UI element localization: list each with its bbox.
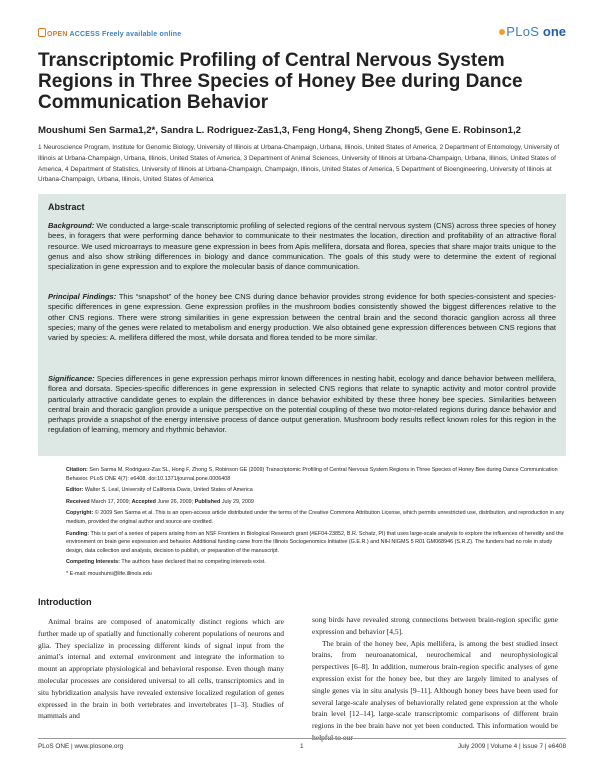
- left-column: [38, 616, 284, 722]
- introduction-heading: Introduction: [38, 597, 92, 607]
- open-access-label: OPEN: [47, 31, 68, 38]
- journal-header: [38, 24, 566, 42]
- logo-dot-icon: [499, 29, 505, 35]
- plos-one-logo: PLoS one: [499, 24, 566, 39]
- abstract-background: Background: We conducted a large-scale transcriptomic profiling of selected regions of the central nervous system (CNS) across three species of honey bees, in foragers that were performing dance behavior to communicate to their nestmates the location, direction and profitability of an attractive floral resource. We used microarrays to measure gene expression in bees from Apis mellifera, dorsata and florea, species that share major traits unique to the genus and also show striking differences in biology and dance communication. The goals of this study were to determine the extent of regional specialization in gene expression and to explore the molecular basis of dance communication.: [48, 221, 557, 272]
- author-list: Moushumi Sen Sarma1,2*, Sandra L. Rodriguez-Zas1,3, Feng Hong4, Sheng Zhong5, Gene E. Robinson1,2: [38, 125, 521, 136]
- copyright: Copyright: © 2009 Sen Sarma et al. This is an open-access article distributed under the terms of the Creative Commons Attribution License, which permits unrestricted use, distribution, and reproduction in any medium, provided the original author and source are credited.: [66, 510, 565, 525]
- page-footer: [38, 738, 566, 750]
- dates: Received March 17, 2009; Accepted June 26, 2009; Published July 29, 2009: [66, 498, 254, 505]
- abstract-significance: Significance: Species differences in gene expression perhaps mirror known differences in nesting habit, ecology and dance behavior between mellifera, florea and dorsata. Species-specific differences in gene expression in selected CNS regions that relate to synaptic activity and motor control provide particularly attractive candidate genes to explain the differences in dance behavior exhibited by these three honey bee species. Similarities between central brain and thoracic ganglion provide a unique perspective on the potential coupling of these two motor-related regions during dance behavior and perhaps provide a snapshot of the energy intensive process of dance output generation. Mushroom body results reflect known roles for this region in the regulation of learning, memory and rhythmic behavior.: [48, 374, 556, 435]
- right-column: [312, 614, 558, 744]
- intro-paragraph: Animal brains are composed of anatomically distinct regions which are further made up of spatially and functionally coherent populations of neurons and glia. They specialize in processing different kinds of signal input from the animal’s internal and external environment and integrate the information to mount an appropriate physiological and behavioral response. Even though many molecular processes are considered universal to all cells, transcriptomics and in situ hybridization analysis have revealed extensive localized regulation of genes expressed in the brain in both vertebrates and invertebrates [1–3]. Studies of mammals and: [38, 617, 284, 721]
- article-title: Transcriptomic Profiling of Central Nervous System Regions in Three Species of Honey Bee during Dance Communication Behavior: [38, 50, 523, 113]
- article-metadata: [66, 466, 566, 582]
- funding: Funding: This is part of a series of papers arising from an NSF Frontiers in Biological Research grant (#EF04-23852, B.R. Schatz, PI) that uses large-scale analysis to explore the influences of heredity and the environment on brain gene expression and behavior. Additional funding came from the Illinois Sociogenomics Initiative (G.E.R.) and NIH NIGMS 5 R01 GM068946 (S.R.Z). The funders had no role in study design, data collection and analysis, decision to publish, or preparation of the manuscript.: [66, 530, 564, 554]
- lock-icon: [38, 28, 46, 37]
- footer-journal: PLoS ONE | www.plosone.org: [38, 743, 124, 750]
- open-access-badge: [38, 28, 181, 38]
- competing-interests: Competing Interests: The authors have declared that no competing interests exist.: [66, 559, 266, 566]
- page-number: 1: [300, 743, 304, 750]
- citation: Citation: Sen Sarma M, Rodriguez-Zas SL, Hong F, Zhong S, Robinson GE (2009) Transcriptomic Profiling of Central Nervous System Regions in Three Species of Honey Bee during Dance Communication Behavior. PLoS ONE 4(7): e6408. doi:10.1371/journal.pone.0006408: [66, 467, 558, 482]
- abstract-box: [38, 194, 566, 456]
- editor: Editor: Walter S. Leal, University of California Davis, United States of America: [66, 487, 253, 494]
- footer-issue: July 2009 | Volume 4 | Issue 7 | e6408: [457, 743, 566, 750]
- open-access-text: ACCESS Freely available online: [69, 31, 182, 38]
- affiliations: 1 Neuroscience Program, Institute for Genomic Biology, University of Illinois at Urbana-Champaign, Urbana, Illinois, United States of America, 2 Department of Entomology, University of Illinois at Urbana-Champaign, Urbana, Illinois, United States of America, 3 Department of Animal Sciences, University of Illinois at Urbana-Champaign, Urbana, Illinois, United States of America, 4 Department of Statistics, University of Illinois at Urbana-Champaign, Champaign, Illinois, United States of America, 5 Department of Bioengineering, University of Illinois at Urbana-Champaign, Urbana, Illinois, United States of America: [38, 144, 560, 184]
- abstract-findings: Principal Findings: This “snapshot” of the honey bee CNS during dance behavior provides strong evidence for both species-consistent and species-specific differences in gene expression. Gene expression profiles in the mushroom bodies consistently showed the biggest differences relative to the other CNS regions. There were strong similarities in gene expression between the central brain and the second thoracic ganglion across all three species; many of the genes were related to metabolism and energy production. We also obtained gene expression differences between CNS regions that varied by species: A. mellifera differed the most, while dorsata and florea tended to be more similar.: [48, 292, 556, 343]
- email[interactable]: * E-mail: moushumi@life.illinois.edu: [66, 570, 152, 577]
- intro-paragraph-2: The brain of the honey bee, Apis mellifera, is among the best studied insect brains, from neuroanatomical, neurochemical and neurophysiological perspectives [6–8]. In addition, numerous brain-region specific analyses of gene expression exist for the honey bee, but they are largely limited to analyses of single genes via in situ analysis [9–11]. Although honey bees have been used for several large-scale analyses of behaviorally related gene expression at the whole brain level [12–14], large-scale transcriptomic comparisons of different brain regions in the bee brain have not yet been conducted. This information would be helpful to our: [312, 638, 558, 742]
- abstract-heading: Abstract: [48, 202, 85, 212]
- intro-paragraph-continued: song birds have revealed strong connections between brain-region specific gene expression and behavior [4,5].: [312, 615, 558, 636]
